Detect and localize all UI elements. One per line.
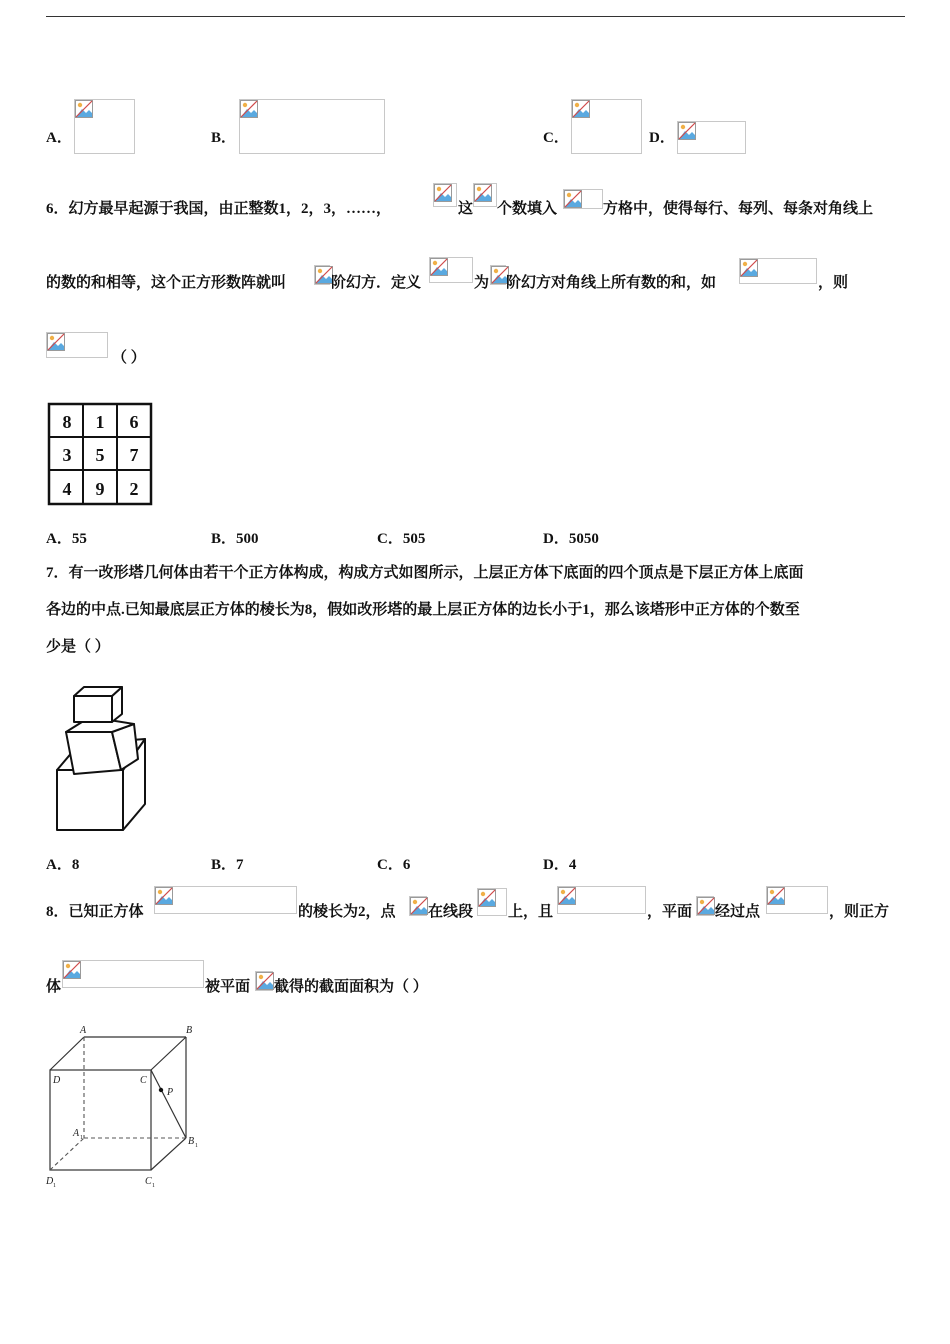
cube-label-b1: B xyxy=(188,1136,195,1147)
broken-image-icon xyxy=(75,100,93,118)
broken-image-icon xyxy=(474,184,492,202)
q6-formula-image xyxy=(490,265,506,285)
q8-text-7: ，则正方 xyxy=(829,904,890,920)
broken-image-icon xyxy=(558,887,576,905)
cube-label-c1: C xyxy=(145,1176,152,1187)
broken-image-icon xyxy=(410,897,428,915)
broken-image-icon xyxy=(678,122,696,140)
broken-image-icon xyxy=(740,259,758,277)
q5-option-a-image xyxy=(74,99,135,154)
cube-label-sub: 1 xyxy=(152,1183,155,1189)
cube-label-a1: A xyxy=(73,1128,80,1139)
magic-square-cell: 6 xyxy=(129,412,139,432)
q6-formula-image xyxy=(46,332,108,358)
broken-image-icon xyxy=(155,887,173,905)
q5-option-d: D． xyxy=(649,130,675,146)
cube-label-sub: 1 xyxy=(53,1183,56,1189)
q8-formula-image xyxy=(557,886,646,914)
q6-text-4: 方格中，使得每行、每列、每条对角线上 xyxy=(603,201,874,217)
q6-option-d: D．5050 xyxy=(543,531,599,547)
q7-option-b: B．7 xyxy=(211,857,244,873)
q8-text-5: ，平面 xyxy=(647,904,693,920)
q5-option-c: C． xyxy=(543,130,569,146)
q8-formula-image xyxy=(477,888,507,916)
cube-label-b: B xyxy=(186,1025,193,1036)
q8-text-2: 的棱长为2，点 xyxy=(298,904,396,920)
q6-text-2: 这 xyxy=(458,201,474,217)
cube-tower-figure xyxy=(50,684,150,834)
q6-formula-image xyxy=(314,265,330,285)
q6-option-b: B．500 xyxy=(211,531,259,547)
q5-option-d-image xyxy=(677,121,746,154)
q7-text-3: 少是（ ） xyxy=(46,639,110,655)
q5-option-c-image xyxy=(571,99,642,154)
magic-square-cell: 1 xyxy=(95,412,105,432)
q6-text-10: （ ） xyxy=(112,350,146,366)
q7-option-a: A．8 xyxy=(46,857,80,873)
q6-text-5: 的数的和相等，这个正方形数阵就叫 xyxy=(46,275,287,291)
magic-square-cell: 8 xyxy=(62,412,72,432)
q6-formula-image xyxy=(563,189,603,209)
magic-square-cell: 9 xyxy=(95,479,105,499)
magic-square-cell: 3 xyxy=(62,445,72,465)
q8-formula-image xyxy=(696,896,714,916)
q8-formula-image xyxy=(409,896,427,916)
cube-label-sub: 1 xyxy=(195,1143,198,1149)
broken-image-icon xyxy=(47,333,65,351)
broken-image-icon xyxy=(240,100,258,118)
q8-text-4: 上，且 xyxy=(508,904,554,920)
cube-figure xyxy=(44,1022,214,1194)
cube-label-d: D xyxy=(53,1075,61,1086)
broken-image-icon xyxy=(572,100,590,118)
q6-text-7: 为 xyxy=(474,275,490,291)
q6-text-6: 阶幻方．定义 xyxy=(331,275,422,291)
broken-image-icon xyxy=(434,184,452,202)
q7-option-d: D．4 xyxy=(543,857,577,873)
q6-text-1: 6．幻方最早起源于我国，由正整数1，2，3，……， xyxy=(46,201,392,217)
broken-image-icon xyxy=(767,887,785,905)
q5-option-b: B． xyxy=(211,130,237,146)
magic-square-figure xyxy=(47,402,153,506)
magic-square-cell: 2 xyxy=(129,479,139,499)
q8-text-10: 截得的截面面积为（ ） xyxy=(274,979,428,995)
q7-text-1: 7．有一改形塔几何体由若干个正方体构成，构成方式如图所示，上层正方体下底面的四个顶点是下层正方体上底面 xyxy=(46,565,804,581)
cube-label-c: C xyxy=(140,1075,147,1086)
cube-label-p: P xyxy=(167,1087,174,1098)
q6-formula-image xyxy=(433,183,457,207)
q6-text-9: ，则 xyxy=(818,275,849,291)
broken-image-icon xyxy=(430,258,448,276)
q8-text-6: 经过点 xyxy=(715,904,761,920)
broken-image-icon xyxy=(564,190,582,208)
q8-formula-image xyxy=(255,971,273,991)
magic-square-cell: 4 xyxy=(62,479,72,499)
magic-square-cell: 7 xyxy=(129,445,139,465)
q6-formula-image xyxy=(739,258,817,284)
q8-text-8: 体 xyxy=(46,979,62,995)
q6-text-3: 个数填入 xyxy=(497,201,558,217)
cube-label-sub: 1 xyxy=(80,1135,83,1141)
broken-image-icon xyxy=(697,897,715,915)
q6-option-a: A．55 xyxy=(46,531,87,547)
broken-image-icon xyxy=(63,961,81,979)
q8-text-9: 被平面 xyxy=(205,979,251,995)
magic-square-cell: 5 xyxy=(95,445,105,465)
q8-formula-image xyxy=(766,886,828,914)
q6-formula-image xyxy=(429,257,473,283)
q8-text-3: 在线段 xyxy=(428,904,474,920)
q8-formula-image xyxy=(62,960,204,988)
q7-option-c: C．6 xyxy=(377,857,411,873)
q5-option-b-image xyxy=(239,99,385,154)
q8-formula-image xyxy=(154,886,297,914)
broken-image-icon xyxy=(256,972,274,990)
q8-text-1: 8．已知正方体 xyxy=(46,904,144,920)
header-rule xyxy=(46,16,905,17)
broken-image-icon xyxy=(478,889,496,907)
cube-label-d1: D xyxy=(46,1176,54,1187)
q5-option-a: A． xyxy=(46,130,72,146)
q7-text-2: 各边的中点.已知最底层正方体的棱长为8，假如改形塔的最上层正方体的边长小于1，那么该塔形中正方体的个数至 xyxy=(46,602,800,618)
q6-formula-image xyxy=(473,183,497,207)
q6-option-c: C．505 xyxy=(377,531,426,547)
q6-text-8: 阶幻方对角线上所有数的和，如 xyxy=(506,275,717,291)
cube-label-a: A xyxy=(80,1025,87,1036)
